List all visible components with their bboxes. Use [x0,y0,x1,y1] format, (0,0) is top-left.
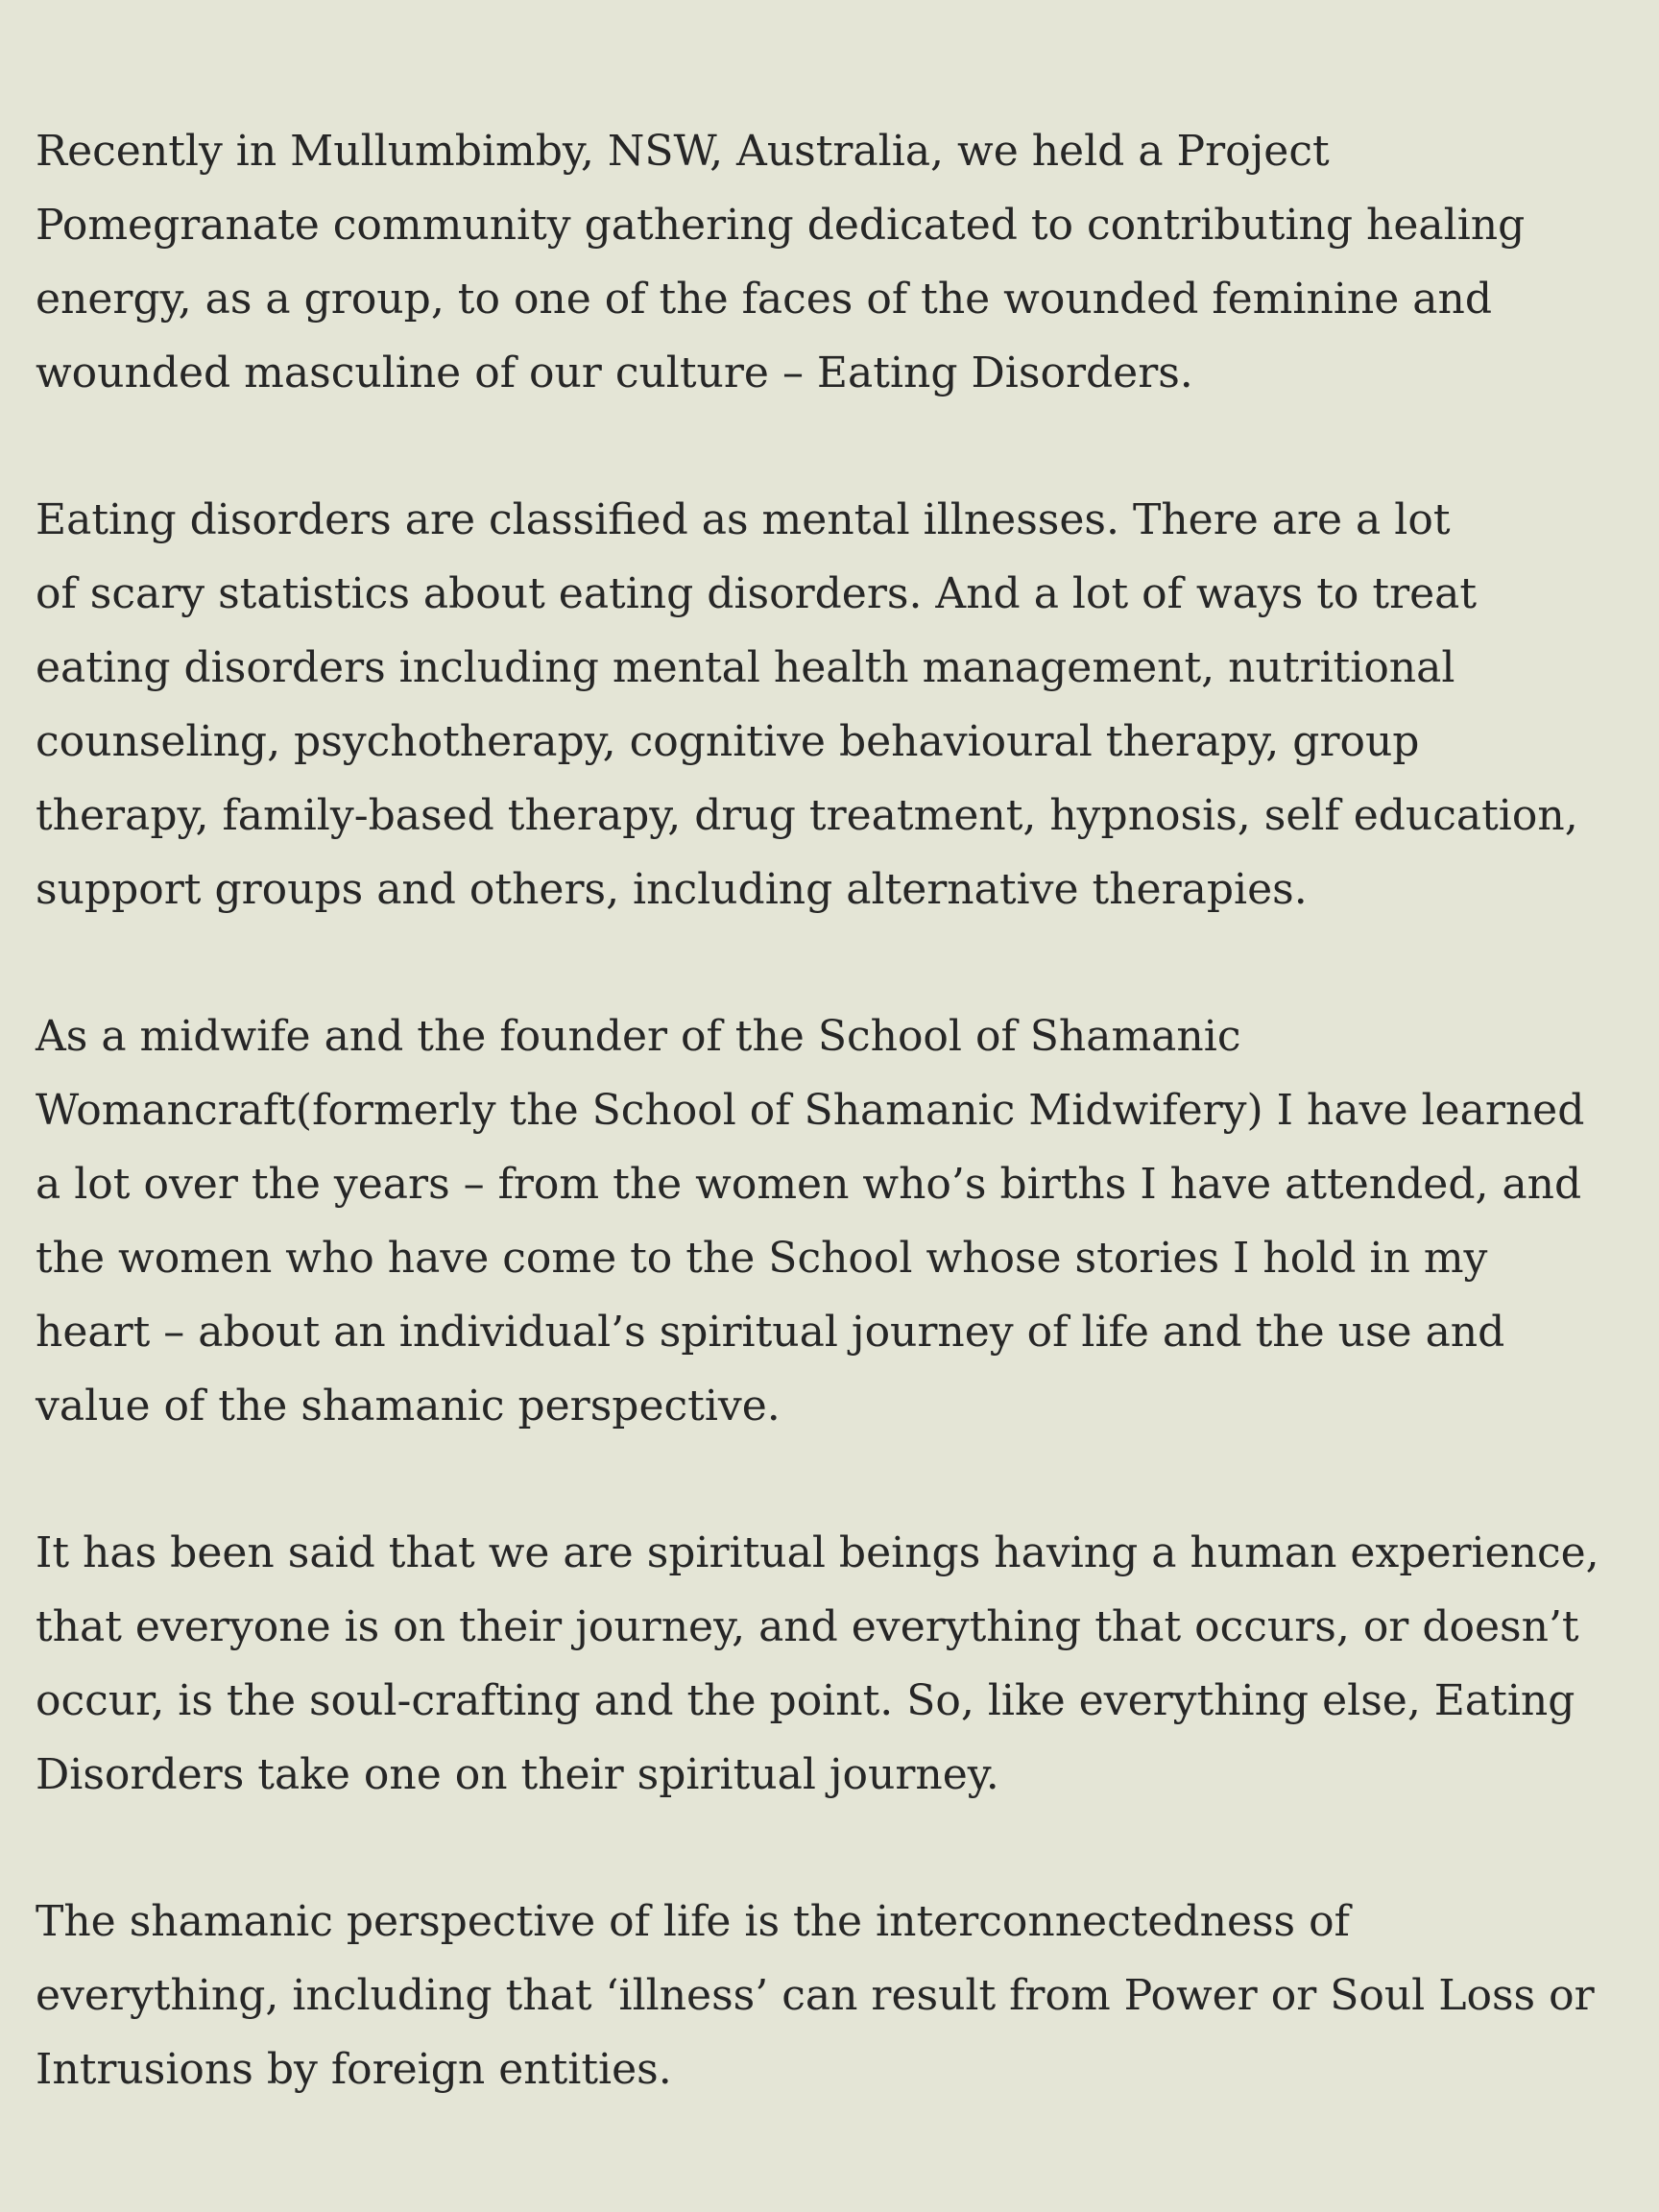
text-line: As a midwife and the founder of the School of Shamanic [36,1012,1241,1061]
text-line: The shamanic perspective of life is the interconnectedness of [36,1897,1350,1946]
paragraph-eating-disorders [36,483,1634,926]
text-line: the women who have come to the School whose stories I hold in my [36,1234,1488,1283]
paragraph-midwife-founder [36,999,1634,1443]
text-line: occur, is the soul-crafting and the point. So, like everything else, Eating [36,1676,1575,1725]
paragraph-project-pomegranate [36,114,1634,410]
paragraph-spacer [36,410,1634,483]
text-line: eating disorders including mental health management, nutritional [36,643,1455,692]
text-line: Disorders take one on their spiritual journey. [36,1750,999,1799]
text-line: that everyone is on their journey, and everything that occurs, or doesn’t [36,1602,1579,1651]
text-line: support groups and others, including alternative therapies. [36,865,1308,914]
paragraph-shamanic-perspective [36,1885,1634,2106]
text-line: wounded masculine of our culture – Eating Disorders. [36,349,1193,397]
text-line: heart – about an individual’s spiritual journey of life and the use and [36,1308,1505,1357]
text-line: Eating disorders are classified as mental illnesses. There are a lot [36,495,1451,544]
text-line: therapy, family-based therapy, drug treatment, hypnosis, self education, [36,791,1578,840]
text-line: a lot over the years – from the women who’s births I have attended, and [36,1160,1582,1209]
text-line: Womancraft(formerly the School of Shamanic Midwifery) I have learned [36,1086,1585,1135]
paragraph-spacer [36,1812,1634,1885]
article-body [36,114,1634,2106]
text-line: energy, as a group, to one of the faces of the wounded feminine and [36,275,1492,324]
paragraph-spacer [36,1443,1634,1516]
text-line: value of the shamanic perspective. [36,1382,781,1431]
text-line: of scary statistics about eating disorders. And a lot of ways to treat [36,569,1478,618]
text-line: Recently in Mullumbimby, NSW, Australia, we held a Project [36,127,1330,176]
text-line: everything, including that ‘illness’ can result from Power or Soul Loss or [36,1971,1595,2020]
paragraph-spacer [36,926,1634,999]
text-line: Intrusions by foreign entities. [36,2045,672,2094]
text-line: It has been said that we are spiritual beings having a human experience, [36,1528,1599,1577]
text-line: Pomegranate community gathering dedicated to contributing healing [36,201,1526,250]
paragraph-spiritual-beings [36,1516,1634,1812]
text-line: counseling, psychotherapy, cognitive behavioural therapy, group [36,717,1420,766]
